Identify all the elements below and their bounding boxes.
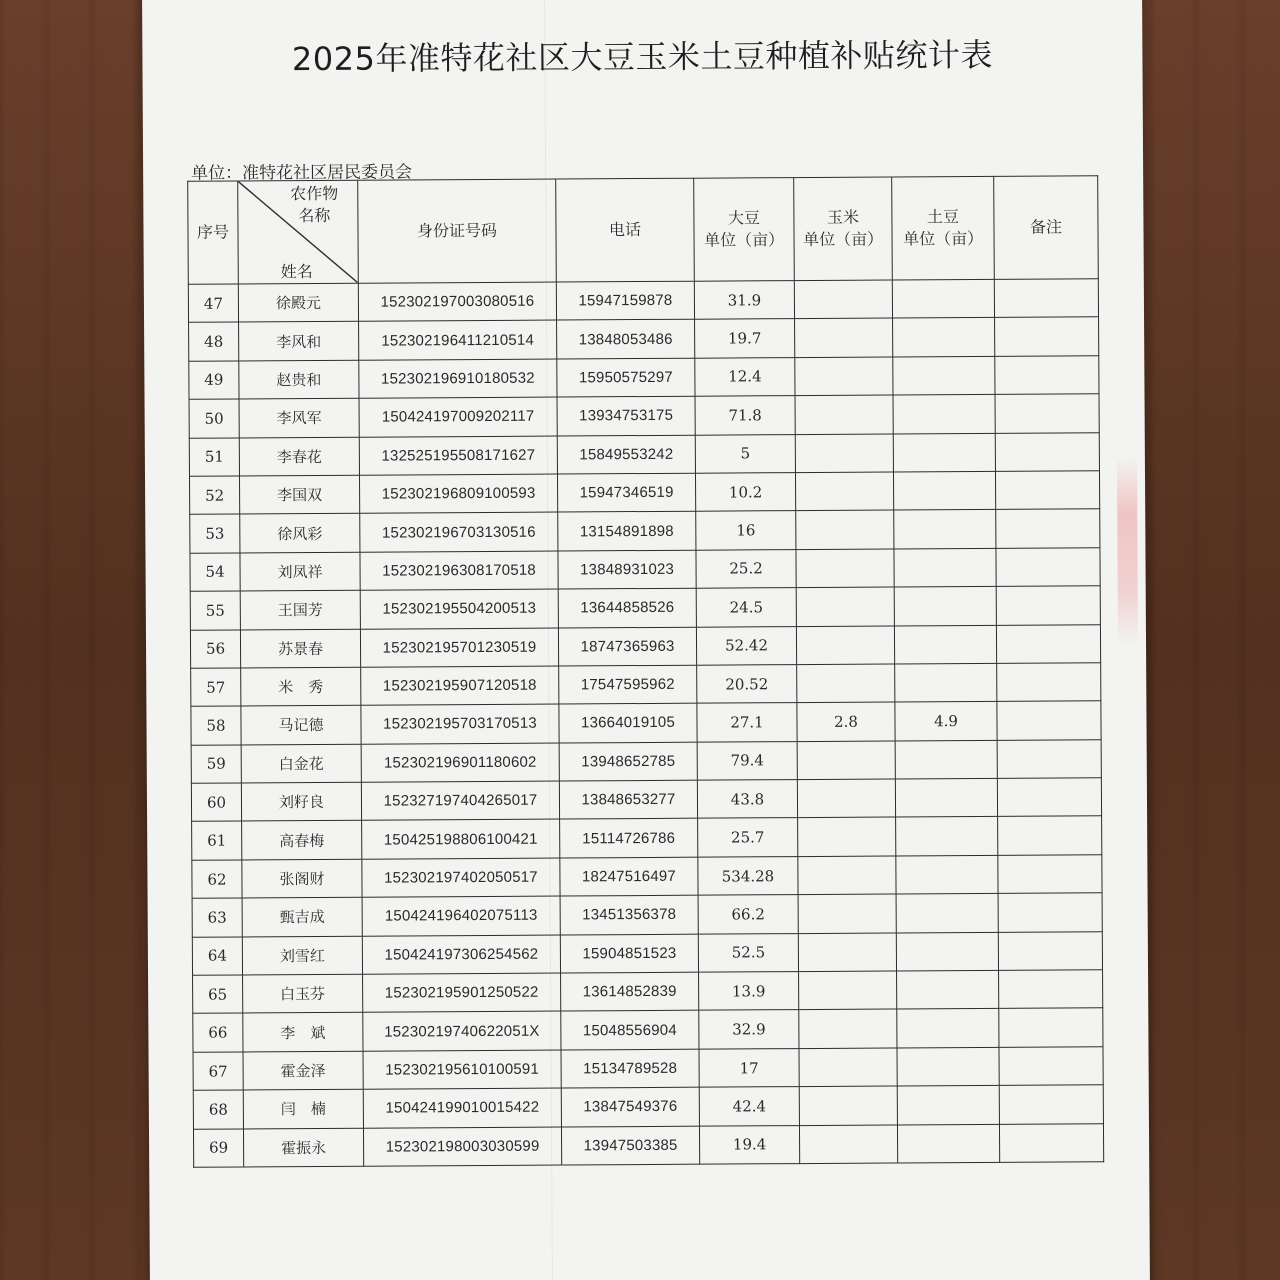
cell-phone: 18247516497 (560, 857, 698, 896)
header-soy-line1: 大豆 (727, 208, 760, 228)
cell-phone: 15048556904 (561, 1011, 699, 1050)
cell-corn-area (795, 434, 893, 473)
cell-soybean-area: 12.4 (695, 357, 795, 396)
table-row (190, 509, 1100, 553)
cell-potato-area (897, 1086, 999, 1125)
cell-id-number: 152302196703130516 (360, 512, 558, 552)
cell-remark (999, 1085, 1103, 1124)
cell-name: 李风军 (239, 398, 359, 437)
document-sheet (142, 0, 1150, 1280)
cell-phone: 13644858526 (558, 588, 696, 627)
cell-seq: 67 (193, 1052, 243, 1091)
cell-soybean-area: 24.5 (696, 588, 796, 627)
cell-id-number: 152302195610100591 (363, 1050, 561, 1090)
cell-name: 马记德 (241, 706, 361, 745)
cell-seq: 69 (193, 1129, 243, 1168)
cell-corn-area (796, 587, 894, 626)
cell-seq: 48 (189, 322, 239, 361)
cell-soybean-area: 52.42 (696, 626, 796, 665)
cell-phone: 13451356378 (560, 895, 698, 934)
cell-seq: 60 (191, 783, 241, 822)
table-row (190, 624, 1100, 668)
cell-corn-area (796, 625, 894, 664)
cell-potato-area (893, 395, 995, 434)
cell-corn-area (797, 664, 895, 703)
cell-potato-area (897, 970, 999, 1009)
cell-corn-area (795, 318, 893, 357)
cell-seq: 58 (191, 706, 241, 745)
cell-id-number: 152302195504200513 (360, 589, 558, 629)
header-crop-line2: 名称 (298, 205, 331, 226)
cell-remark (996, 547, 1100, 586)
cell-name: 白金花 (241, 744, 361, 783)
header-potato (892, 176, 995, 280)
header-corn-line2: 单位（亩） (802, 229, 884, 250)
header-potato-line2: 单位（亩） (902, 228, 984, 249)
cell-soybean-area: 79.4 (697, 741, 797, 780)
cell-id-number: 152302196901180602 (361, 743, 559, 783)
cell-seq: 52 (189, 476, 239, 515)
cell-soybean-area: 66.2 (698, 895, 798, 934)
cell-soybean-area: 19.7 (695, 319, 795, 358)
cell-soybean-area: 13.9 (699, 972, 799, 1011)
header-seq: 序号 (188, 181, 239, 284)
cell-corn-area (797, 741, 895, 780)
cell-phone: 13847549376 (561, 1087, 699, 1126)
cell-phone: 13848653277 (559, 780, 697, 819)
header-potato-line1: 土豆 (926, 207, 959, 227)
cell-name: 刘雪红 (242, 936, 362, 975)
cell-seq: 61 (192, 821, 242, 860)
unit-label: 单位：准特花社区居民委员会 (191, 162, 413, 184)
cell-remark (999, 1008, 1103, 1047)
cell-seq: 54 (190, 553, 240, 592)
cell-potato-area (897, 1124, 999, 1163)
cell-seq: 62 (192, 860, 242, 899)
cell-phone: 17547595962 (559, 665, 697, 704)
cell-id-number: 132525195508171627 (359, 436, 557, 476)
header-soy (694, 178, 795, 282)
cell-seq: 53 (190, 514, 240, 553)
cell-id-number: 152302195703170513 (361, 704, 559, 744)
cell-id-number: 150424197009202117 (359, 397, 557, 437)
cell-phone: 13154891898 (558, 512, 696, 551)
cell-id-number: 152302197402050517 (362, 858, 560, 898)
table-row (192, 855, 1102, 899)
cell-name: 刘籽良 (241, 782, 361, 821)
cell-corn-area (799, 1009, 897, 1048)
cell-soybean-area: 42.4 (699, 1087, 799, 1126)
cell-potato-area (893, 471, 995, 510)
table-row (189, 394, 1099, 438)
cell-remark (995, 356, 1099, 395)
cell-name: 张阁财 (242, 859, 362, 898)
cell-id-number: 150424199010015422 (363, 1088, 561, 1128)
cell-name: 米 秀 (241, 667, 361, 706)
cell-name: 闫 楠 (243, 1089, 363, 1128)
cell-corn-area (795, 472, 893, 511)
red-seal-mark (1117, 457, 1138, 647)
cell-id-number: 152302195907120518 (361, 666, 559, 706)
cell-remark (998, 855, 1102, 894)
cell-remark (999, 1123, 1103, 1162)
cell-id-number: 152302197003080516 (358, 282, 556, 322)
cell-corn-area (795, 395, 893, 434)
header-remark: 备注 (994, 176, 1099, 280)
cell-potato-area (893, 318, 995, 357)
table-row (191, 701, 1101, 745)
cell-potato-area (897, 1009, 999, 1048)
table-row (192, 893, 1102, 937)
cell-seq: 51 (189, 438, 239, 477)
table-body (188, 279, 1103, 1168)
cell-name: 赵贵和 (239, 360, 359, 399)
cell-seq: 57 (191, 668, 241, 707)
cell-corn-area (798, 856, 896, 895)
cell-soybean-area: 5 (695, 434, 795, 473)
cell-seq: 68 (193, 1090, 243, 1129)
cell-corn-area (798, 933, 896, 972)
cell-name: 李风和 (239, 322, 359, 361)
cell-potato-area (894, 548, 996, 587)
header-crop-label (279, 183, 349, 227)
cell-remark (994, 279, 1098, 318)
table-row (192, 816, 1102, 860)
cell-name: 刘凤祥 (240, 552, 360, 591)
cell-phone: 15950575297 (557, 358, 695, 397)
cell-corn-area (798, 817, 896, 856)
cell-phone: 13948652785 (559, 742, 697, 781)
cell-phone: 13614852839 (561, 972, 699, 1011)
cell-potato-area (896, 817, 998, 856)
cell-name: 徐风彩 (240, 514, 360, 553)
cell-remark (997, 701, 1101, 740)
cell-soybean-area: 17 (699, 1048, 799, 1087)
cell-corn-area (798, 894, 896, 933)
cell-corn-area (799, 1086, 897, 1125)
table-row (193, 1123, 1103, 1167)
cell-corn-area (797, 779, 895, 818)
cell-id-number: 150425198806100421 (362, 819, 560, 859)
subsidy-table (187, 175, 1104, 1168)
cell-corn-area (799, 971, 897, 1010)
cell-phone: 18747365963 (558, 627, 696, 666)
cell-phone: 13947503385 (561, 1126, 699, 1165)
cell-corn-area (794, 280, 892, 319)
cell-soybean-area: 43.8 (697, 780, 797, 819)
cell-soybean-area: 52.5 (698, 933, 798, 972)
cell-id-number: 152302198003030599 (363, 1127, 561, 1167)
cell-name: 霍金泽 (243, 1051, 363, 1090)
cell-remark (996, 509, 1100, 548)
cell-remark (997, 778, 1101, 817)
cell-name: 霍振永 (243, 1128, 363, 1167)
cell-id-number: 152302196910180532 (359, 359, 557, 399)
cell-id-number: 152302196308170518 (360, 551, 558, 591)
header-crop-line1: 农作物 (290, 183, 339, 204)
cell-remark (995, 471, 1099, 510)
cell-id-number: 150424197306254562 (362, 935, 560, 975)
cell-remark (999, 1047, 1103, 1086)
cell-name: 白玉芬 (243, 974, 363, 1013)
table-header-row (188, 176, 1099, 285)
cell-remark (996, 624, 1100, 663)
cell-phone: 15947346519 (557, 473, 695, 512)
cell-soybean-area: 25.2 (696, 549, 796, 588)
cell-corn-area: 2.8 (797, 702, 895, 741)
cell-phone: 13664019105 (559, 703, 697, 742)
table-row (191, 663, 1101, 707)
cell-id-number: 152302195701230519 (360, 628, 558, 668)
table-row (191, 778, 1101, 822)
table-row (190, 547, 1100, 591)
cell-id-number: 152302196809100593 (359, 474, 557, 514)
cell-seq: 55 (190, 591, 240, 630)
table-row (193, 970, 1103, 1014)
header-phone: 电话 (556, 178, 695, 282)
cell-remark (999, 970, 1103, 1009)
header-id: 身份证号码 (358, 179, 557, 283)
cell-soybean-area: 10.2 (695, 473, 795, 512)
cell-potato-area (896, 855, 998, 894)
cell-remark (995, 432, 1099, 471)
cell-soybean-area: 32.9 (699, 1010, 799, 1049)
header-corn-line1: 玉米 (826, 207, 859, 227)
cell-remark (995, 317, 1099, 356)
cell-soybean-area: 16 (696, 511, 796, 550)
table-row (189, 471, 1099, 515)
cell-potato-area (892, 279, 994, 318)
cell-phone: 13848931023 (558, 550, 696, 589)
cell-phone: 15114726786 (560, 819, 698, 858)
cell-seq: 66 (193, 1013, 243, 1052)
header-corn (794, 177, 893, 281)
cell-id-number: 152327197404265017 (361, 781, 559, 821)
cell-potato-area (896, 894, 998, 933)
cell-potato-area (894, 510, 996, 549)
header-name: 姓名 (280, 262, 313, 282)
cell-seq: 47 (188, 284, 238, 323)
document-title: 2025年准特花社区大豆玉米土豆种植补贴统计表 (291, 35, 994, 79)
cell-seq: 50 (189, 399, 239, 438)
cell-remark (995, 394, 1099, 433)
cell-potato-area (894, 586, 996, 625)
cell-soybean-area: 27.1 (697, 703, 797, 742)
cell-phone: 15849553242 (557, 435, 695, 474)
cell-remark (997, 739, 1101, 778)
cell-potato-area (896, 932, 998, 971)
header-soy-line2: 单位（亩） (703, 230, 785, 250)
cell-remark (998, 816, 1102, 855)
table-row (189, 317, 1099, 361)
cell-soybean-area: 19.4 (699, 1125, 799, 1164)
cell-name: 甄吉成 (242, 897, 362, 936)
cell-soybean-area: 71.8 (695, 396, 795, 435)
cell-remark (998, 893, 1102, 932)
table-row (189, 432, 1099, 476)
cell-corn-area (795, 357, 893, 396)
cell-seq: 56 (190, 629, 240, 668)
table-row (193, 1008, 1103, 1052)
cell-seq: 49 (189, 361, 239, 400)
cell-remark (998, 931, 1102, 970)
cell-corn-area (796, 549, 894, 588)
cell-corn-area (799, 1048, 897, 1087)
table-row (193, 1085, 1103, 1129)
cell-name: 王国芳 (240, 590, 360, 629)
cell-soybean-area: 534.28 (698, 856, 798, 895)
cell-potato-area (895, 740, 997, 779)
cell-id-number: 15230219740622051X (363, 1011, 561, 1051)
cell-soybean-area: 20.52 (697, 664, 797, 703)
cell-name: 苏景春 (240, 629, 360, 668)
cell-potato-area (893, 433, 995, 472)
cell-potato-area (895, 663, 997, 702)
cell-remark (997, 663, 1101, 702)
cell-id-number: 150424196402075113 (362, 896, 560, 936)
cell-soybean-area: 31.9 (694, 281, 794, 320)
cell-potato-area (897, 1047, 999, 1086)
cell-name: 李 斌 (243, 1013, 363, 1052)
cell-corn-area (799, 1125, 897, 1164)
cell-potato-area (893, 356, 995, 395)
cell-name: 李国双 (239, 475, 359, 514)
cell-potato-area: 4.9 (895, 702, 997, 741)
cell-id-number: 152302196411210514 (359, 320, 557, 360)
cell-potato-area (895, 778, 997, 817)
header-crop-name-diagonal (238, 180, 359, 284)
table-row (188, 279, 1098, 323)
cell-seq: 59 (191, 745, 241, 784)
cell-id-number: 152302195901250522 (363, 973, 561, 1013)
table-row (191, 739, 1101, 783)
cell-phone: 15947159878 (556, 281, 694, 320)
cell-seq: 63 (192, 898, 242, 937)
table-row (190, 586, 1100, 630)
cell-phone: 15134789528 (561, 1049, 699, 1088)
cell-phone: 13848053486 (557, 320, 695, 359)
cell-name: 高春梅 (242, 821, 362, 860)
cell-corn-area (796, 510, 894, 549)
table-row (193, 1047, 1103, 1091)
cell-phone: 13934753175 (557, 396, 695, 435)
cell-seq: 64 (192, 937, 242, 976)
cell-seq: 65 (193, 975, 243, 1014)
cell-soybean-area: 25.7 (698, 818, 798, 857)
cell-name: 李春花 (239, 437, 359, 476)
cell-phone: 15904851523 (560, 934, 698, 973)
cell-remark (996, 586, 1100, 625)
cell-name: 徐殿元 (238, 283, 358, 322)
table-row (189, 356, 1099, 400)
table-row (192, 931, 1102, 975)
cell-potato-area (894, 625, 996, 664)
